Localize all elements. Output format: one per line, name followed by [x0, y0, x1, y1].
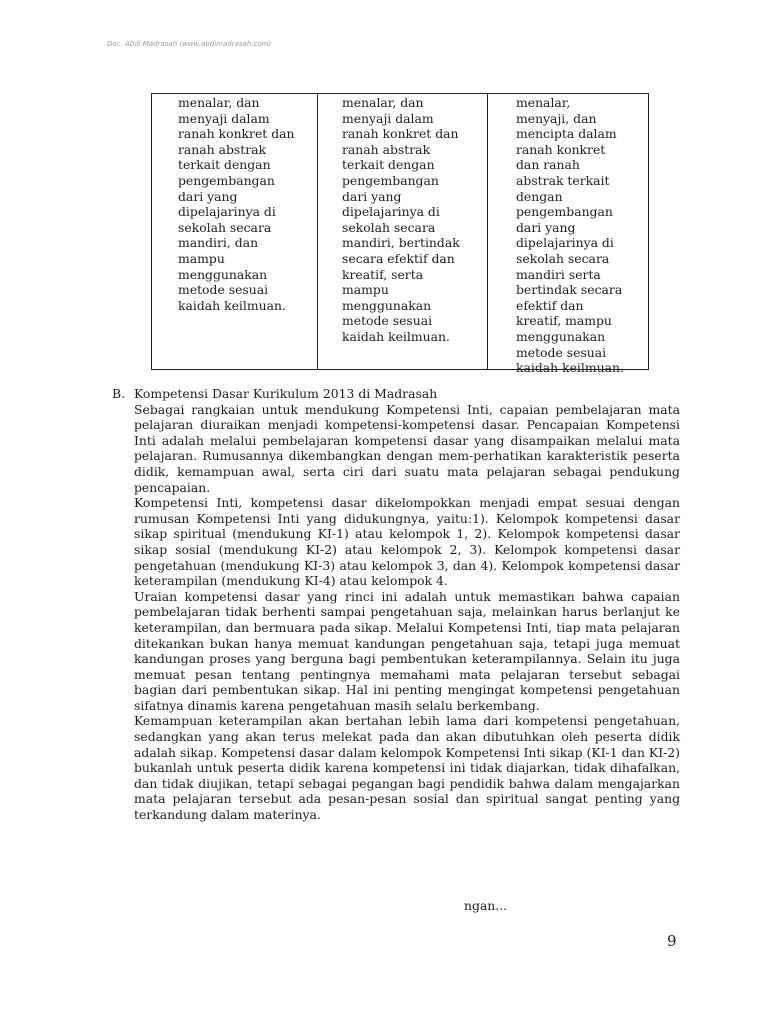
- paragraph: Uraian kompetensi dasar yang rinci ini adalah untuk memastikan bahwa capaian pembelajaran tidak berhenti sampai pengetahuan saja, melainkan harus berlanjut ke keterampilan, dan bermuara pada sikap. Melalui Kompetensi Inti, tiap mata pelajaran ditekankan bukan hanya memuat kandungan pengetahuan saja, tetapi juga memuat kandungan proses yang berguna bagi pembentukan keterampilannya. Selain itu juga memuat pesan tentang pentingnya memahami mata pelajaran tersebut sebagai bagian dari pembentukan sikap. Hal ini penting mengingat kompetensi pengetahuan sifatnya dinamis karena pengetahuan masih selalu berkembang.: [134, 588, 680, 713]
- page-number: 9: [667, 932, 677, 950]
- paragraph: Kompetensi Inti, kompetensi dasar dikelompokkan menjadi empat sesuai dengan rumusan Kompetensi Inti yang didukungnya, yaitu:1). Kelompok kompetensi dasar sikap spiritual (mendukung KI-1) atau kelompok 1, 2). Kelompok kompetensi dasar sikap sosial (mendukung KI-2) atau kelompok 2, 3). Kelompok kompetensi dasar pengetahuan (mendukung KI-3) atau kelompok 3, dan 4). Kelompok kompetensi dasar keterampilan (mendukung KI-4) atau kelompok 4.: [134, 495, 680, 589]
- section-title: Kompetensi Dasar Kurikulum 2013 di Madrasah: [134, 386, 438, 401]
- section-letter: B.: [112, 386, 126, 401]
- paragraph: Kemampuan keterampilan akan bertahan lebih lama dari kompetensi pengetahuan, sedangkan yang akan terus melekat pada dan akan dibutuhkan oleh peserta didik adalah sikap. Kompetensi dasar dalam kelompok Kompetensi Inti sikap (KI-1 dan KI-2) bukanlah untuk peserta didik karena kompetensi ini tidak diajarkan, tidak dihafalkan, dan tidak diujikan, tetapi sebagai pegangan bagi pendidik bahwa dalam mengajarkan mata pelajaran tersebut ada pesan-pesan sosial dan spiritual sangat penting yang terkandung dalam materinya.: [134, 713, 680, 823]
- table-column-1: [152, 94, 318, 369]
- table-cell-text: menalar, dan menyaji dalam ranah konkret dan ranah abstrak terkait dengan pengembangan dari yang dipelajarinya di sekolah secara mandiri, bertindak secara efektif dan kreatif, serta mampu menggunakan metode sesuai kaidah keilmuan.: [342, 95, 460, 344]
- table-cell-text: menalar, dan menyaji dalam ranah konkret dan ranah abstrak terkait dengan pengembangan dari yang dipelajarinya di sekolah secara mandiri, dan mampu menggunakan metode sesuai kaidah keilmuan.: [178, 95, 295, 313]
- continuation-text: ngan...: [464, 898, 508, 913]
- paragraph: Sebagai rangkaian untuk mendukung Kompetensi Inti, capaian pembelajaran mata pelajaran diuraikan menjadi kompetensi-kompetensi dasar. Pencapaian Kompetensi Inti adalah melalui pembelajaran kompetensi dasar yang disampaikan melalui mata pelajaran. Rumusannya dikembangkan dengan mem-perhatikan karakteristik peserta didik, kemampuan awal, serta ciri dari suatu mata pelajaran sebagai pendukung pencapaian.: [134, 401, 680, 495]
- table-column-2: [318, 94, 488, 369]
- table-column-3: [488, 94, 648, 376]
- header-note: Doc. Abdi Madrasah (www.abdimadrasah.com): [107, 40, 272, 48]
- table-cell-text: menalar, menyaji, dan mencipta dalam ranah konkret dan ranah abstrak terkait dengan pengembangan dari yang dipelajarinya di sekolah secara mandiri serta bertindak secara efektif dan kreatif, mampu menggunakan metode sesuai kaidah keilmuan.: [516, 95, 624, 376]
- competency-table: [151, 93, 649, 376]
- section-heading: [112, 386, 680, 402]
- section-b: [112, 386, 680, 823]
